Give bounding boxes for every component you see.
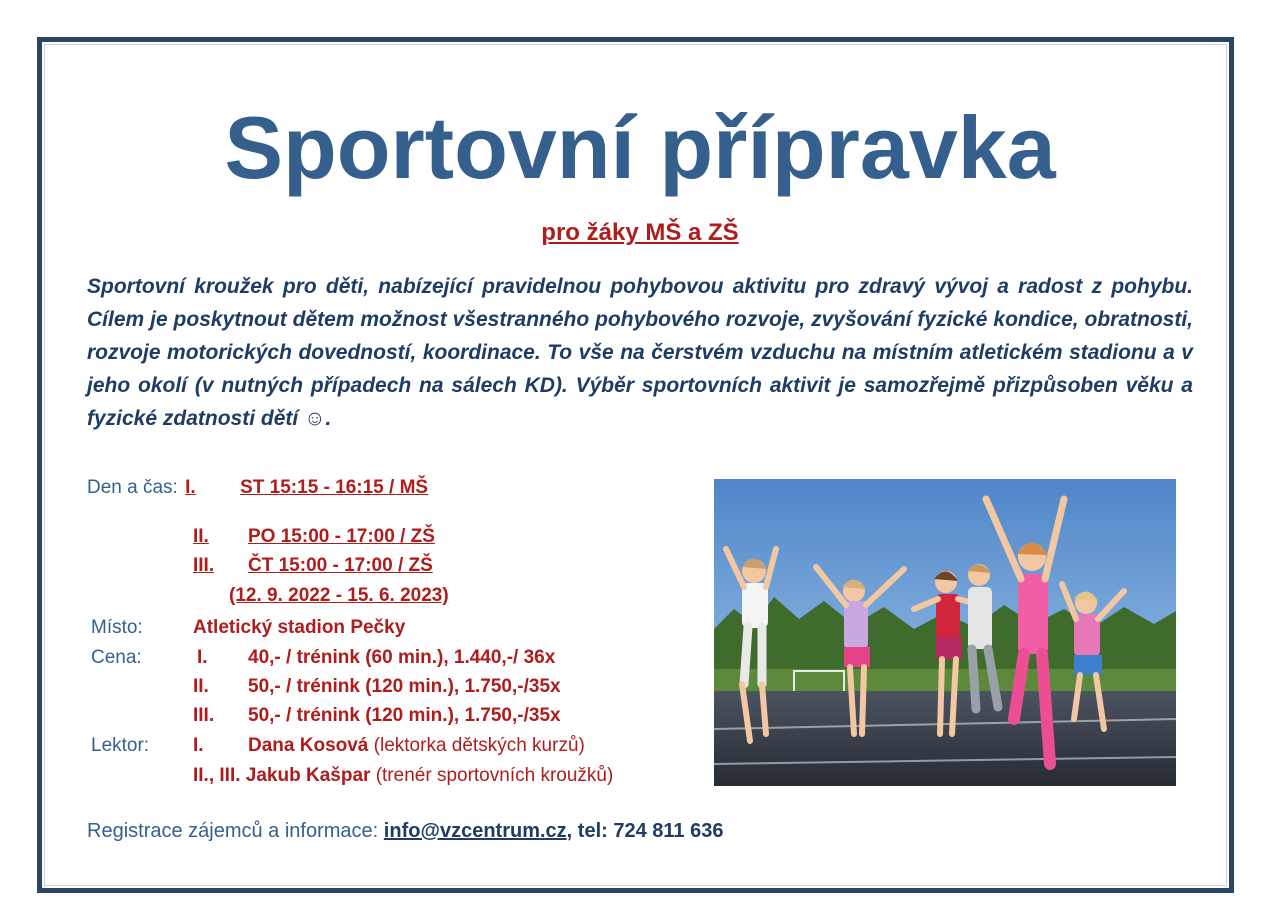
schedule-time: PO 15:00 - 17:00 / ZŠ: [248, 526, 435, 547]
intro-end: .: [325, 407, 332, 430]
price-row-2: [193, 672, 561, 702]
smiley-icon: ☺: [304, 407, 326, 430]
lector-num: I.: [193, 735, 204, 756]
schedule-row-2: [193, 522, 435, 552]
place-row: [91, 613, 405, 643]
lector-num: II., III.: [193, 765, 241, 786]
schedule-time: ČT 15:00 - 17:00 / ZŠ: [248, 555, 433, 576]
schedule-row-3: [193, 551, 433, 581]
lector-role: (trenér sportovních kroužků): [375, 765, 614, 786]
place-value: Atletický stadion Pečky: [193, 617, 406, 638]
schedule-num: II.: [193, 526, 209, 547]
footer-contact: [87, 820, 723, 843]
lector-row-2: [193, 761, 613, 791]
price-num: II.: [193, 676, 209, 697]
intro-paragraph: [87, 270, 1193, 435]
page-title: Sportovní přípravka: [224, 98, 1056, 197]
photo-illustration: [714, 479, 1176, 786]
price-value: 50,- / trénink (120 min.), 1.750,-/35x: [248, 705, 561, 726]
lector-row-1: [91, 731, 585, 761]
price-num: I.: [197, 647, 208, 668]
price-label: Cena:: [91, 647, 142, 668]
price-value: 40,- / trénink (60 min.), 1.440,-/ 36x: [248, 647, 556, 668]
phone-text: , tel: 724 811 636: [566, 820, 724, 842]
footer-label: Registrace zájemců a informace:: [87, 820, 379, 842]
schedule-label: Den a čas:: [87, 477, 178, 498]
lector-name: Jakub Kašpar: [245, 765, 371, 786]
lector-label: Lektor:: [91, 735, 150, 756]
schedule-row-1: [87, 473, 428, 503]
children-running-photo: [714, 479, 1176, 786]
schedule-time: ST 15:15 - 16:15 / MŠ: [240, 477, 429, 498]
price-row-3: [193, 701, 561, 731]
lector-name: Dana Kosová: [248, 735, 369, 756]
page-subtitle: pro žáky MŠ a ZŠ: [541, 219, 739, 246]
schedule-num: I.: [185, 477, 196, 498]
intro-text: Sportovní kroužek pro děti, nabízející pravidelnou pohybovou aktivitu pro zdravý vývoj a radost z pohybu. Cílem je poskytnout dětem možnost všestranného pohybového rozvoje, zvyšování fyzické kondice, obratnosti, rozvoje motorických dovedností, koordinace. To vše na čerstvém vzduchu na místním atletickém stadionu a v jeho okolí (v nutných případech na sálech KD). Výběr sportovních aktivit je samozřejmě přizpůsoben věku a fyzické zdatnosti dětí: [87, 275, 1193, 430]
schedule-period: (12. 9. 2022 - 15. 6. 2023): [229, 585, 449, 606]
lector-role: (lektorka dětských kurzů): [373, 735, 585, 756]
schedule-num: III.: [193, 555, 215, 576]
price-value: 50,- / trénink (120 min.), 1.750,-/35x: [248, 676, 561, 697]
price-num: III.: [193, 705, 215, 726]
place-label: Místo:: [91, 617, 143, 638]
email-link[interactable]: info@vzcentrum.cz: [383, 820, 567, 842]
price-row-1: [91, 643, 555, 673]
